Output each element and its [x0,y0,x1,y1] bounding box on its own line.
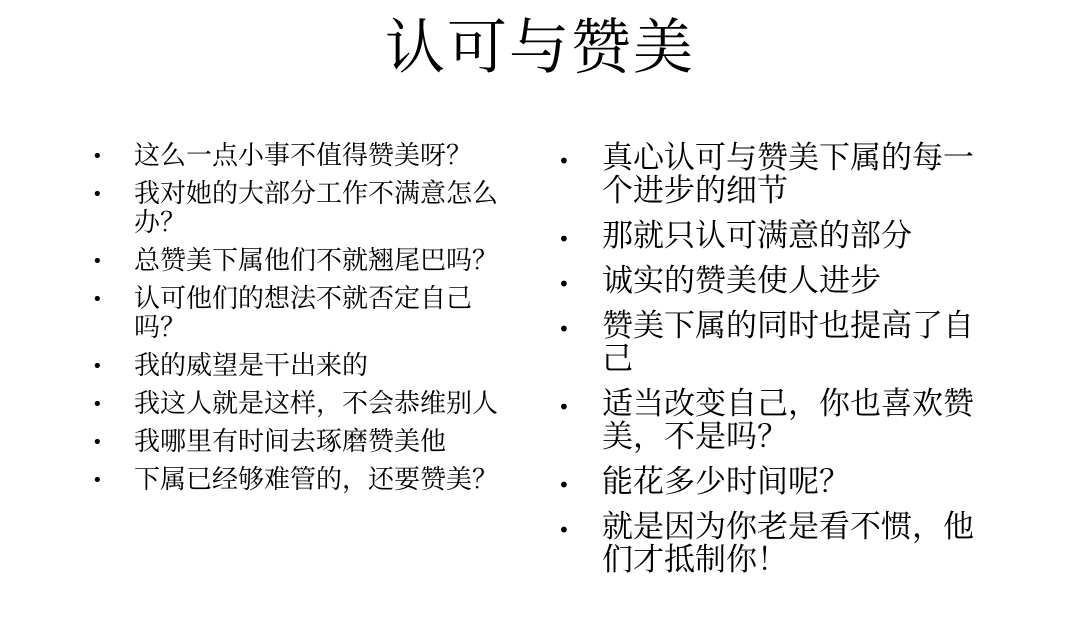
bullet-icon: • [92,251,103,272]
list-item-text: 我对她的大部分工作不满意怎么办？ [134,179,499,238]
list-item [86,180,506,238]
bullet-icon: • [92,394,103,415]
list-item [86,247,506,276]
list-item-text: 认可他们的想法不就否定自己吗？ [134,284,473,343]
list-item [552,220,992,253]
list-item [552,466,992,499]
list-item-text: 诚实的赞美使人进步 [602,263,881,299]
list-item [552,511,992,577]
bullet-icon: • [558,395,570,419]
bullet-icon: • [558,227,570,251]
slide-title: 认可与赞美 [385,13,695,83]
list-item [552,310,992,376]
list-item [86,142,506,171]
bullet-icon: • [558,518,570,542]
bullet-icon: • [92,289,103,310]
bullet-icon: • [92,184,103,205]
list-item-text: 下属已经够难管的，还要赞美？ [134,465,499,495]
list-item-text: 总赞美下属他们不就翘尾巴吗？ [134,246,499,276]
list-item-text: 我的威望是干出来的 [134,351,369,381]
list-item-text: 我哪里有时间去琢磨赞美他 [134,427,447,457]
right-bullet-list [552,142,992,589]
list-item [552,388,992,454]
bullet-icon: • [558,473,570,497]
bullet-icon: • [92,432,103,453]
bullet-icon: • [558,272,570,296]
list-item-text: 就是因为你老是看不惯，他们才抵制你！ [602,509,974,578]
bullet-icon: • [92,146,103,167]
list-item [552,265,992,298]
list-item [86,285,506,343]
bullet-icon: • [558,149,570,173]
list-item-text: 我这人就是这样，不会恭维别人 [134,389,499,419]
list-item [86,390,506,419]
left-bullet-list [86,142,506,504]
list-item-text: 真心认可与赞美下属的每一个进步的细节 [602,140,974,209]
list-item-text: 适当改变自己，你也喜欢赞美，不是吗？ [602,386,974,455]
list-item [86,428,506,457]
list-item [86,352,506,381]
bullet-icon: • [92,356,103,377]
bullet-icon: • [92,470,103,491]
list-item-text: 赞美下属的同时也提高了自己 [602,308,974,377]
list-item-text: 那就只认可满意的部分 [602,218,912,254]
list-item-text: 这么一点小事不值得赞美呀？ [134,141,473,171]
list-item-text: 能花多少时间呢？ [602,464,850,500]
list-item [86,466,506,495]
bullet-icon: • [558,317,570,341]
list-item [552,142,992,208]
